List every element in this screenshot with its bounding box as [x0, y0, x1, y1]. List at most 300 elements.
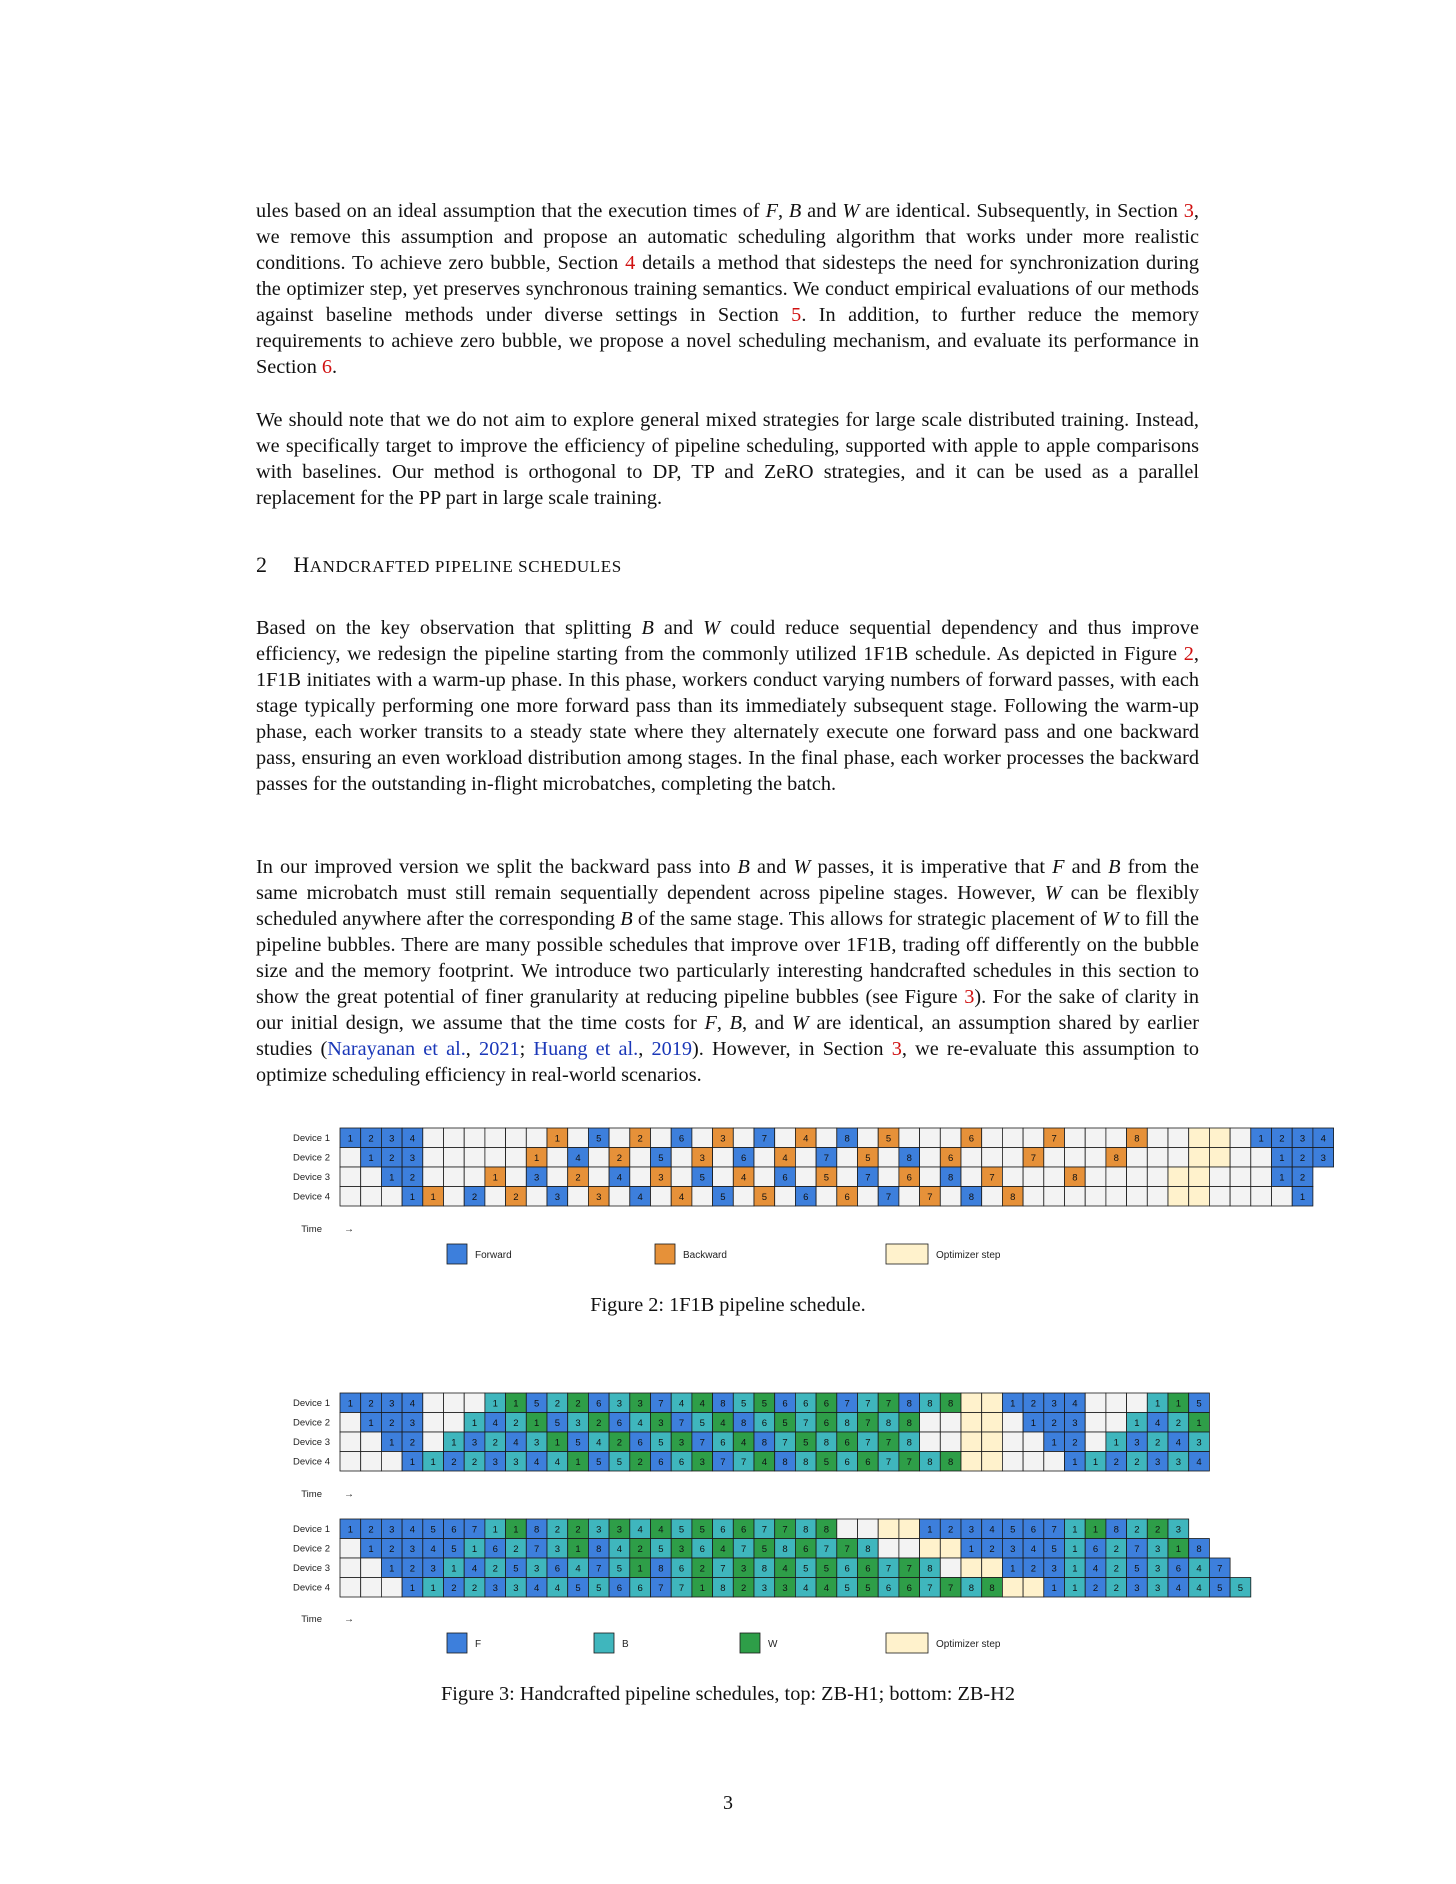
cross-reference-link[interactable]: 6 [321, 356, 333, 378]
fig2-cell-empty [713, 1148, 734, 1168]
fig3-top-cell-label: 4 [1072, 1398, 1078, 1410]
fig2-cell-empty [858, 1187, 879, 1207]
fig3-top-cell-label: 7 [678, 1417, 685, 1429]
fig2-cell-empty [444, 1167, 465, 1187]
citation-link[interactable]: 2021 [479, 1038, 520, 1060]
fig2-cell-label: 1 [534, 1152, 540, 1164]
fig3-top-cell-label: 2 [389, 1417, 395, 1429]
fig2-cell-empty [899, 1187, 920, 1207]
fig2-cell-label: 5 [823, 1172, 830, 1184]
fig2-cell-label: 2 [637, 1133, 643, 1145]
fig3-top-cell-label: 5 [575, 1437, 581, 1449]
body-paragraph-4: In our improved version we split the backward pass into B and W passes, it is imperative that F and B from the same microbatch must still remain sequentially dependent across pipeline stages. However, W can be flexibly scheduled anywhere after the corresponding B of the same stage. This allows for strategic placement of W to fill the pipeline bubbles. There are many possible schedules that improve over 1F1B, trading off differently on the bubble size and the memory footprint. We introduce two particularly interesting handcrafted schedules in this section to show the great potential of finer granularity at reducing pipeline bubbles (see Figure 3). For the sake of clarity in our initial design, we assume that the time costs for F, B, and W are identical, an assumption shared by earlier studies (Narayanan et al., 2021; Huang et al., 2019). However, in Section 3, we re-evaluate this assumption to optimize scheduling efficiency in real-world scenarios. [256, 856, 1199, 1086]
fig3-top-cell-label: 6 [761, 1417, 767, 1429]
fig2-legend-swatch [655, 1244, 675, 1264]
fig2-legend-label: Backward [683, 1250, 727, 1261]
fig3-bottom-cell-empty [340, 1578, 361, 1598]
fig3-bottom-cell-label: 7 [658, 1582, 664, 1594]
fig2-cell-label: 4 [782, 1152, 788, 1164]
fig2-cell-label: 3 [720, 1133, 726, 1145]
fig3-bottom-cell-label: 3 [430, 1563, 436, 1575]
fig3-bottom-cell-label: 7 [471, 1524, 478, 1536]
fig2-cell-empty [1251, 1187, 1272, 1207]
fig3-top-cell-label: 3 [1155, 1456, 1161, 1468]
math-symbol: W [1044, 882, 1062, 904]
fig3-top-cell-label: 6 [782, 1398, 788, 1410]
fig3-bottom-cell-label: 4 [409, 1524, 416, 1536]
fig2-cell-label: 8 [906, 1152, 912, 1164]
fig2-cell-empty [1230, 1167, 1251, 1187]
fig3-top-cell-label: 8 [906, 1437, 912, 1449]
fig3-top-cell-label: 2 [451, 1456, 457, 1468]
fig3-top-cell-optimizer [982, 1452, 1003, 1472]
fig3-top-cell-label: 8 [761, 1437, 767, 1449]
section-title-part1: ANDCRAFTED [309, 557, 435, 576]
fig2-cell-label: 2 [616, 1152, 623, 1164]
fig2-cell-label: 1 [492, 1172, 498, 1184]
fig2-cell-empty [733, 1128, 754, 1148]
fig3-top-cell-label: 1 [471, 1417, 478, 1429]
cross-reference-link[interactable]: 5 [791, 304, 802, 326]
fig2-cell-empty [1085, 1167, 1106, 1187]
fig3-bottom-cell-label: 7 [823, 1543, 830, 1555]
fig3-bottom-cell-label: 5 [658, 1543, 664, 1555]
fig2-cell-empty [878, 1167, 899, 1187]
fig3-bottom-cell-empty [381, 1578, 402, 1598]
fig3-top-cell-label: 8 [885, 1417, 892, 1429]
fig3-top-cell-empty [361, 1452, 382, 1472]
fig3-top-cell-label: 1 [1196, 1417, 1202, 1429]
fig3-bottom-cell-label: 2 [1155, 1524, 1161, 1536]
fig2-cell-optimizer [1209, 1148, 1230, 1168]
fig3-bottom-cell-label: 4 [1092, 1563, 1099, 1575]
fig3-bottom-cell-empty [940, 1558, 961, 1578]
fig3-bottom-cell-optimizer [961, 1558, 982, 1578]
fig2-cell-empty [1065, 1187, 1086, 1207]
fig2-cell-optimizer [1168, 1167, 1189, 1187]
fig3-top-cell-label: 7 [885, 1456, 892, 1468]
fig3-top-cell-empty [423, 1393, 444, 1413]
fig3-top-cell-label: 1 [1113, 1437, 1119, 1449]
fig3-bottom-cell-label: 6 [885, 1582, 892, 1594]
fig2-cell-empty [361, 1167, 382, 1187]
fig3-bottom-cell-label: 6 [1092, 1543, 1099, 1555]
fig2-cell-label: 6 [948, 1152, 954, 1164]
fig3-top-cell-label: 8 [782, 1456, 788, 1468]
fig3-bottom-cell-label: 6 [720, 1524, 726, 1536]
fig2-cell-label: 2 [575, 1172, 581, 1184]
fig2-cell-label: 6 [782, 1172, 788, 1184]
fig3-bottom-cell-label: 1 [368, 1543, 374, 1555]
math-symbol: W [703, 617, 721, 639]
fig3-bottom-cell-label: 1 [451, 1563, 457, 1575]
fig3-bottom-time-arrow-icon: → [344, 1614, 354, 1625]
fig2-cell-empty [526, 1187, 547, 1207]
fig3-top-cell-label: 7 [720, 1456, 726, 1468]
fig3-legend-swatch [447, 1633, 467, 1653]
fig3-top-cell-label: 4 [741, 1437, 747, 1449]
fig2-cell-empty [485, 1187, 506, 1207]
fig2-cell-label: 2 [1279, 1133, 1285, 1145]
fig3-bottom-cell-label: 5 [596, 1582, 602, 1594]
section-title-part2: PIPELINE SCHEDULES [434, 557, 622, 576]
fig3-top-cell-label: 6 [678, 1456, 685, 1468]
fig2-legend-swatch [886, 1244, 928, 1264]
fig2-cell-label: 7 [823, 1152, 830, 1164]
fig2-cell-empty [588, 1167, 609, 1187]
fig2-cell-label: 8 [844, 1133, 850, 1145]
fig3-bottom-cell-label: 4 [430, 1543, 436, 1555]
fig2-cell-empty [1085, 1128, 1106, 1148]
fig3-top-cell-label: 7 [906, 1456, 912, 1468]
fig3-top-cell-optimizer [961, 1413, 982, 1433]
fig3-bottom-cell-label: 8 [865, 1543, 871, 1555]
fig3-bottom-cell-label: 8 [823, 1524, 830, 1536]
fig2-cell-label: 2 [1299, 1172, 1306, 1184]
fig2-cell-label: 1 [389, 1172, 395, 1184]
citation-link[interactable]: 2019 [651, 1038, 692, 1060]
fig3-top-cell-label: 7 [865, 1398, 871, 1410]
fig3-bottom-cell-label: 7 [885, 1563, 892, 1575]
fig2-cell-empty [361, 1187, 382, 1207]
fig3-top-cell-label: 3 [575, 1417, 581, 1429]
fig3-bottom-cell-label: 5 [513, 1563, 519, 1575]
fig3-bottom-cell-label: 8 [803, 1524, 809, 1536]
fig3-top-cell-label: 4 [492, 1417, 498, 1429]
fig3-bottom-cell-label: 1 [927, 1524, 933, 1536]
fig2-cell-label: 1 [1258, 1133, 1264, 1145]
fig3-bottom-cell-label: 4 [575, 1563, 581, 1575]
fig2-cell-empty [837, 1148, 858, 1168]
fig2-cell-label: 7 [1030, 1152, 1037, 1164]
fig3-top-cell-empty [423, 1413, 444, 1433]
fig3-bottom-cell-empty [858, 1519, 879, 1539]
fig3-top-cell-label: 8 [927, 1398, 933, 1410]
fig3-top-cell-label: 3 [678, 1437, 685, 1449]
fig3-top-cell-label: 2 [637, 1456, 643, 1468]
fig2-cell-label: 2 [389, 1152, 395, 1164]
fig2-cell-empty [485, 1148, 506, 1168]
fig3-top-cell-empty [1106, 1413, 1127, 1433]
fig2-time-label: Time [301, 1224, 322, 1235]
fig3-bottom-cell-label: 8 [927, 1563, 933, 1575]
fig3-top-cell-label: 3 [637, 1398, 643, 1410]
fig3-top-cell-label: 1 [492, 1398, 498, 1410]
fig3-top-cell-label: 7 [885, 1398, 892, 1410]
fig2-cell-empty [568, 1128, 589, 1148]
fig2-cell-label: 2 [1299, 1152, 1306, 1164]
fig3-top-cell-label: 5 [823, 1456, 830, 1468]
fig3-top-cell-label: 8 [844, 1417, 850, 1429]
fig3-top-cell-label: 6 [720, 1437, 726, 1449]
fig3-bottom-cell-label: 1 [699, 1582, 705, 1594]
fig3-bottom-cell-optimizer [899, 1519, 920, 1539]
fig2-cell-label: 1 [1279, 1152, 1285, 1164]
cross-reference-link[interactable]: 3 [964, 986, 975, 1008]
fig2-cell-empty [982, 1187, 1003, 1207]
fig3-bottom-cell-label: 2 [492, 1563, 498, 1575]
math-symbol: W [842, 200, 860, 222]
fig2-cell-label: 4 [637, 1191, 643, 1203]
fig3-bottom-cell-label: 6 [1030, 1524, 1037, 1536]
fig3-top-cell-empty [340, 1452, 361, 1472]
fig3-legend-label: B [622, 1639, 629, 1650]
citation-link[interactable]: Huang et al. [533, 1038, 639, 1060]
fig3-bottom-cell-label: 3 [1051, 1563, 1057, 1575]
fig2-cell-empty [464, 1128, 485, 1148]
fig3-top-cell-label: 3 [658, 1417, 664, 1429]
fig3-bottom-cell-optimizer [1002, 1578, 1023, 1598]
fig3-bottom-cell-label: 8 [1113, 1524, 1119, 1536]
cross-reference-link[interactable]: 4 [625, 252, 636, 274]
page-number: 3 [723, 1792, 733, 1814]
fig3-top-cell-label: 5 [782, 1417, 788, 1429]
fig3-top-cell-label: 7 [699, 1437, 705, 1449]
fig3-top-cell-empty [1085, 1413, 1106, 1433]
fig2-cell-label: 5 [658, 1152, 664, 1164]
fig3-top-cell-label: 4 [720, 1417, 726, 1429]
fig2-cell-empty [340, 1187, 361, 1207]
fig3-bottom-cell-label: 7 [844, 1543, 850, 1555]
fig3-bottom-cell-label: 8 [989, 1582, 995, 1594]
fig3-top-cell-label: 2 [1175, 1417, 1181, 1429]
fig2-cell-empty [1065, 1148, 1086, 1168]
fig2-cell-label: 8 [1072, 1172, 1078, 1184]
fig2-cell-empty [1127, 1187, 1148, 1207]
fig2-cell-empty [1044, 1187, 1065, 1207]
fig3-top-cell-label: 8 [906, 1398, 912, 1410]
section-title-initial: H [293, 552, 310, 577]
fig3-top-cell-label: 7 [865, 1437, 871, 1449]
fig2-cell-empty [630, 1148, 651, 1168]
math-symbol: F [704, 1012, 717, 1034]
fig3-bottom-cell-empty [361, 1578, 382, 1598]
fig3-bottom-cell-label: 4 [637, 1524, 643, 1536]
fig3-bottom-cell-label: 4 [803, 1582, 809, 1594]
fig3-bottom-cell-label: 2 [1030, 1563, 1037, 1575]
fig2-cell-empty [340, 1167, 361, 1187]
fig3-bottom-cell-label: 2 [741, 1582, 747, 1594]
fig2-cell-empty [1023, 1167, 1044, 1187]
fig3-bottom-cell-label: 1 [409, 1582, 416, 1594]
fig2-cell-label: 3 [699, 1152, 705, 1164]
fig3-bottom-cell-label: 4 [989, 1524, 995, 1536]
fig3-bottom-cell-label: 3 [554, 1543, 560, 1555]
cross-reference-link[interactable]: 3 [1183, 200, 1194, 222]
fig3-bottom-cell-label: 6 [616, 1582, 623, 1594]
math-symbol: B [788, 200, 802, 222]
fig3-bottom-cell-label: 7 [1217, 1563, 1223, 1575]
fig3-bottom-device-label: Device 4 [293, 1582, 330, 1594]
fig3-bottom-cell-label: 4 [1196, 1563, 1202, 1575]
fig3-bottom-cell-label: 7 [678, 1582, 685, 1594]
fig3-top-cell-label: 5 [554, 1417, 560, 1429]
fig3-bottom-cell-label: 4 [471, 1563, 478, 1575]
fig2-cell-empty [444, 1187, 465, 1207]
fig2-cell-empty [1168, 1148, 1189, 1168]
fig3-legend-swatch [740, 1633, 760, 1653]
fig2-cell-label: 4 [616, 1172, 623, 1184]
fig2-legend-label: Forward [475, 1250, 512, 1261]
fig2-cell-empty [1209, 1187, 1230, 1207]
fig3-top-cell-label: 3 [492, 1456, 498, 1468]
fig3-top-cell-label: 7 [658, 1398, 664, 1410]
fig2-cell-label: 8 [948, 1172, 954, 1184]
fig2-cell-label: 2 [471, 1191, 478, 1203]
fig2-cell-label: 6 [803, 1191, 809, 1203]
fig2-cell-empty [816, 1128, 837, 1148]
fig3-bottom-cell-label: 1 [1072, 1563, 1078, 1575]
fig2-cell-label: 8 [1134, 1133, 1140, 1145]
fig3-top-cell-label: 5 [1196, 1398, 1202, 1410]
fig3-top-cell-label: 7 [865, 1417, 871, 1429]
fig3-bottom-cell-label: 3 [596, 1524, 602, 1536]
fig2-cell-empty [464, 1167, 485, 1187]
fig2-cell-empty [1044, 1148, 1065, 1168]
fig2-cell-empty [609, 1128, 630, 1148]
fig2-cell-label: 5 [596, 1133, 602, 1145]
fig3-bottom-device-label: Device 1 [293, 1524, 330, 1535]
fig3-top-cell-label: 6 [616, 1417, 623, 1429]
fig2-cell-empty [588, 1148, 609, 1168]
cross-reference-link[interactable]: 2 [1183, 643, 1194, 665]
fig3-bottom-cell-label: 3 [389, 1524, 395, 1536]
fig2-cell-empty [1106, 1128, 1127, 1148]
fig3-top-device-label: Device 1 [293, 1398, 330, 1409]
fig3-top-cell-label: 4 [699, 1398, 705, 1410]
fig3-top-cell-optimizer [982, 1432, 1003, 1452]
fig3-bottom-cell-label: 6 [906, 1582, 912, 1594]
fig2-cell-empty [1251, 1148, 1272, 1168]
fig2-cell-empty [381, 1187, 402, 1207]
fig3-bottom-cell-optimizer [920, 1539, 941, 1559]
fig3-bottom-cell-label: 2 [1113, 1563, 1119, 1575]
fig3-bottom-cell-label: 5 [844, 1582, 850, 1594]
fig2-cell-empty [547, 1148, 568, 1168]
fig3-top-cell-label: 2 [1113, 1456, 1119, 1468]
fig2-cell-label: 7 [761, 1133, 767, 1145]
fig3-bottom-cell-label: 5 [1051, 1543, 1057, 1555]
fig2-cell-empty [444, 1148, 465, 1168]
fig3-bottom-cell-label: 3 [1155, 1543, 1161, 1555]
fig3-bottom-cell-label: 3 [1010, 1543, 1016, 1555]
fig3-bottom-cell-label: 1 [1072, 1543, 1078, 1555]
fig3-bottom-cell-label: 7 [782, 1524, 788, 1536]
fig2-cell-label: 3 [1320, 1152, 1326, 1164]
fig2-cell-empty [1023, 1128, 1044, 1148]
fig2-cell-empty [816, 1187, 837, 1207]
fig3-top-cell-label: 4 [1175, 1437, 1181, 1449]
fig2-cell-label: 5 [885, 1133, 892, 1145]
fig3-bottom-cell-label: 8 [782, 1543, 788, 1555]
fig3-top-cell-label: 2 [616, 1437, 623, 1449]
fig3-top-cell-empty [1085, 1432, 1106, 1452]
fig2-cell-empty [920, 1167, 941, 1187]
fig2-cell-label: 6 [678, 1133, 685, 1145]
fig3-bottom-cell-label: 3 [1155, 1563, 1161, 1575]
fig2-cell-empty [1230, 1187, 1251, 1207]
fig3-bottom-cell-label: 5 [451, 1543, 457, 1555]
fig3-bottom-cell-empty [878, 1539, 899, 1559]
fig3-bottom-cell-label: 1 [575, 1543, 581, 1555]
fig2-cell-label: 1 [1279, 1172, 1285, 1184]
fig3-top-cell-empty [444, 1393, 465, 1413]
fig3-bottom-cell-label: 3 [1175, 1524, 1181, 1536]
fig3-bottom-cell-label: 5 [678, 1524, 685, 1536]
fig3-bottom-cell-label: 4 [658, 1524, 664, 1536]
fig2-cell-empty [1147, 1187, 1168, 1207]
fig2-cell-label: 5 [865, 1152, 871, 1164]
fig3-bottom-cell-label: 1 [1072, 1582, 1078, 1594]
fig3-top-cell-label: 3 [471, 1437, 478, 1449]
fig3-bottom-cell-label: 3 [513, 1582, 519, 1594]
math-symbol: F [765, 200, 778, 222]
fig3-bottom-cell-label: 2 [1113, 1582, 1119, 1594]
fig2-cell-empty [671, 1148, 692, 1168]
figure-3-caption: Figure 3: Handcrafted pipeline schedules, top: ZB-H1; bottom: ZB-H2 [441, 1683, 1015, 1705]
fig3-top-cell-label: 4 [1196, 1456, 1202, 1468]
fig2-cell-empty [671, 1167, 692, 1187]
fig3-top-cell-label: 4 [761, 1456, 767, 1468]
fig2-cell-label: 5 [761, 1191, 767, 1203]
fig2-cell-empty [940, 1187, 961, 1207]
fig3-top-cell-label: 1 [575, 1456, 581, 1468]
fig3-top-cell-label: 8 [927, 1456, 933, 1468]
fig3-top-cell-label: 4 [534, 1456, 540, 1468]
fig2-cell-label: 4 [678, 1191, 685, 1203]
fig3-top-cell-label: 3 [1134, 1437, 1140, 1449]
fig3-bottom-cell-label: 3 [782, 1582, 788, 1594]
fig3-top-cell-empty [940, 1413, 961, 1433]
math-symbol: B [620, 908, 633, 930]
fig3-top-cell-empty [381, 1452, 402, 1472]
fig3-top-cell-label: 4 [596, 1437, 602, 1449]
fig3-top-cell-empty [340, 1413, 361, 1433]
fig3-top-cell-label: 6 [865, 1456, 871, 1468]
fig3-top-cell-label: 4 [409, 1398, 416, 1410]
fig3-bottom-cell-label: 6 [844, 1563, 850, 1575]
fig2-cell-label: 4 [1320, 1133, 1326, 1145]
fig3-top-cell-label: 6 [844, 1437, 850, 1449]
citation-link[interactable]: Narayanan et al. [327, 1038, 466, 1060]
fig3-legend-swatch [886, 1633, 928, 1653]
fig2-cell-empty [837, 1167, 858, 1187]
fig3-top-device-label: Device 2 [293, 1417, 330, 1429]
fig2-cell-empty [506, 1148, 527, 1168]
fig3-bottom-cell-label: 2 [1134, 1524, 1140, 1536]
fig3-bottom-cell-empty [340, 1558, 361, 1578]
fig3-top-cell-label: 7 [741, 1456, 747, 1468]
fig3-top-cell-label: 6 [637, 1437, 643, 1449]
fig2-cell-label: 1 [430, 1191, 436, 1203]
fig3-bottom-cell-label: 4 [534, 1582, 540, 1594]
fig3-bottom-cell-label: 4 [720, 1543, 726, 1555]
fig2-cell-label: 8 [968, 1191, 974, 1203]
fig3-bottom-cell-label: 3 [616, 1524, 623, 1536]
fig2-cell-empty [1065, 1128, 1086, 1148]
fig2-cell-empty [568, 1187, 589, 1207]
fig2-cell-empty [733, 1187, 754, 1207]
fig3-top-cell-label: 1 [1030, 1417, 1037, 1429]
fig3-top-cell-label: 4 [513, 1437, 519, 1449]
cross-reference-link[interactable]: 3 [891, 1038, 902, 1060]
fig2-cell-empty [485, 1128, 506, 1148]
fig3-bottom-cell-label: 3 [1155, 1582, 1161, 1594]
fig3-bottom-cell-label: 5 [616, 1563, 623, 1575]
fig2-cell-label: 1 [554, 1133, 560, 1145]
fig2-cell-label: 1 [409, 1191, 416, 1203]
fig3-top-cell-label: 3 [1175, 1456, 1181, 1468]
